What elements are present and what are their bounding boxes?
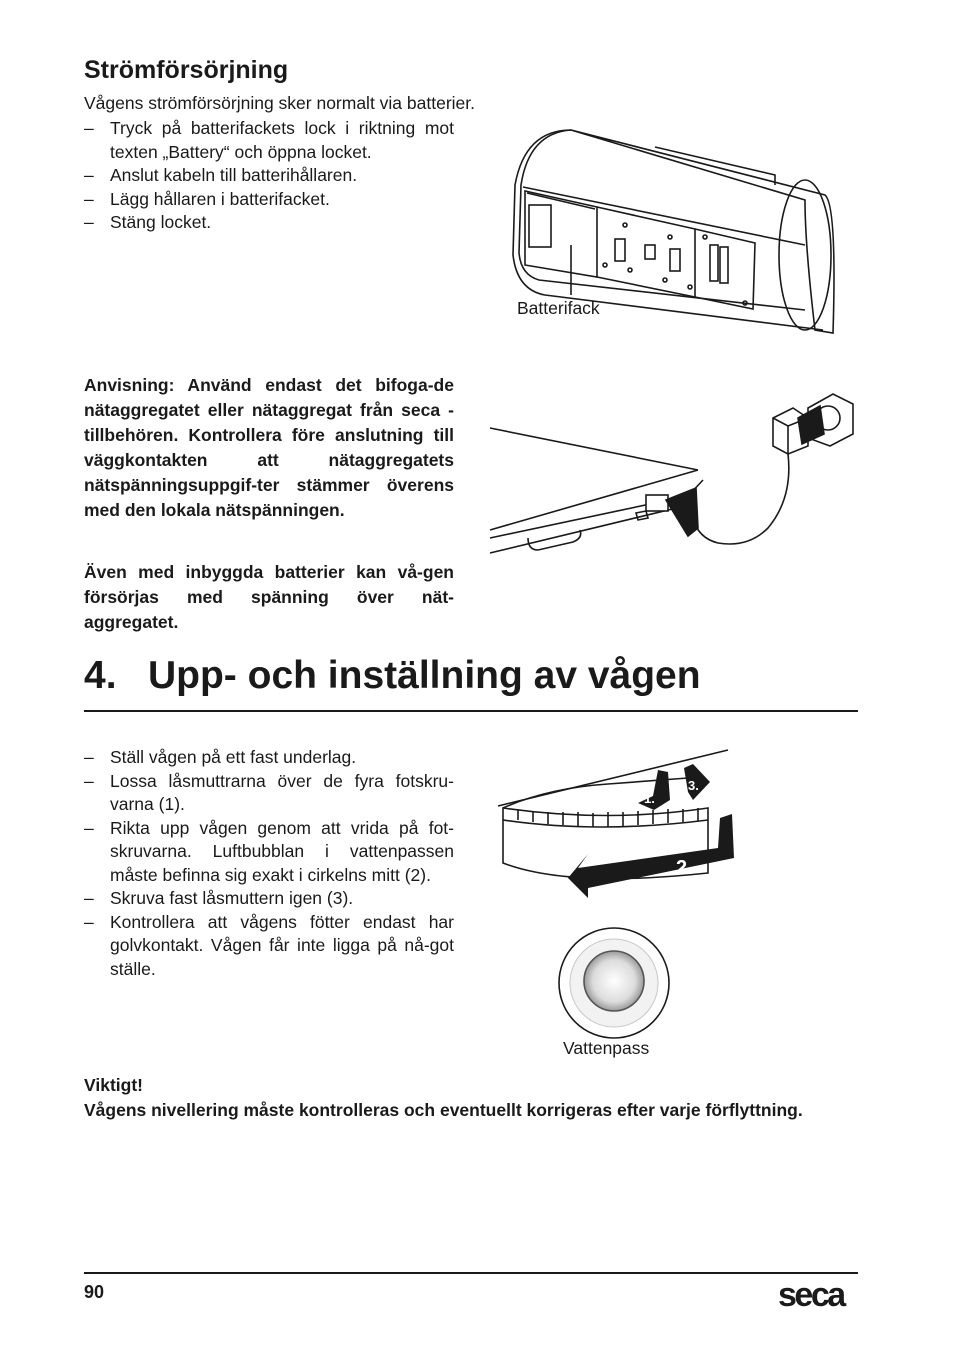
list-item: – Stäng locket.: [84, 211, 454, 235]
section-heading: Strömförsörjning: [84, 56, 289, 84]
list-item: – Anslut kabeln till batterihållaren.: [84, 164, 454, 188]
list-item: – Ställ vågen på ett fast underlag.: [84, 746, 454, 770]
important-notice: [84, 1073, 858, 1123]
chapter-heading: [84, 654, 858, 712]
notice-text-battery: Även med inbyggda batterier kan vå-gen försörjas med spänning över nät-aggregatet.: [84, 562, 454, 632]
brand-logo: seca: [778, 1276, 844, 1314]
list-item: – Rikta upp vågen genom att vrida på fot-skruvarna. Luftbubblan i vattenpassen måste befinna sig exakt i cirkelns mitt (2).: [84, 817, 454, 888]
important-text: Vågens nivellering måste kontrolleras och eventuellt korrigeras efter varje förflyttning.: [84, 1100, 803, 1120]
list-item: – Lossa låsmuttrarna över de fyra fotskru-varna (1).: [84, 770, 454, 817]
list-item: – Skruva fast låsmuttern igen (3).: [84, 887, 454, 911]
step-2-label: 2.: [676, 857, 693, 879]
spirit-level-illustration: [556, 925, 672, 1041]
intro-text: Vågens strömförsörjning sker normalt via batterier.: [84, 93, 475, 113]
spirit-level-caption: Vattenpass: [563, 1038, 650, 1058]
step-3-label: 3.: [688, 778, 699, 793]
step-1-label: 1.: [644, 791, 655, 806]
list-item: – Kontrollera att vågens fötter endast har golvkontakt. Vågen får inte ligga på nå-got ställe.: [84, 911, 454, 982]
list-item: – Lägg hållaren i batterifacket.: [84, 188, 454, 212]
page-number: 90: [84, 1282, 105, 1302]
footer-divider: [84, 1272, 858, 1274]
power-steps-list: [84, 117, 454, 235]
battery-figure-caption: Batterifack: [517, 298, 600, 318]
setup-steps-list: [84, 746, 454, 981]
chapter-title: Upp- och inställning av vågen: [148, 654, 701, 697]
important-title: Viktigt!: [84, 1075, 143, 1095]
power-adapter-illustration: [488, 388, 858, 558]
notice-text: Anvisning: Använd endast det bifoga-de nätaggregatet eller nätaggregat från seca - tillbehören. Kontrollera före anslutning till väggkontakten att nätaggregatets nätspänningsuppgif-ter stämmer överens med den lokala nätspänningen.: [84, 375, 454, 520]
chapter-number: 4.: [84, 654, 117, 697]
list-item: – Tryck på batterifackets lock i riktning mot texten „Battery“ och öppna locket.: [84, 117, 454, 164]
foot-screw-illustration: [488, 748, 748, 908]
